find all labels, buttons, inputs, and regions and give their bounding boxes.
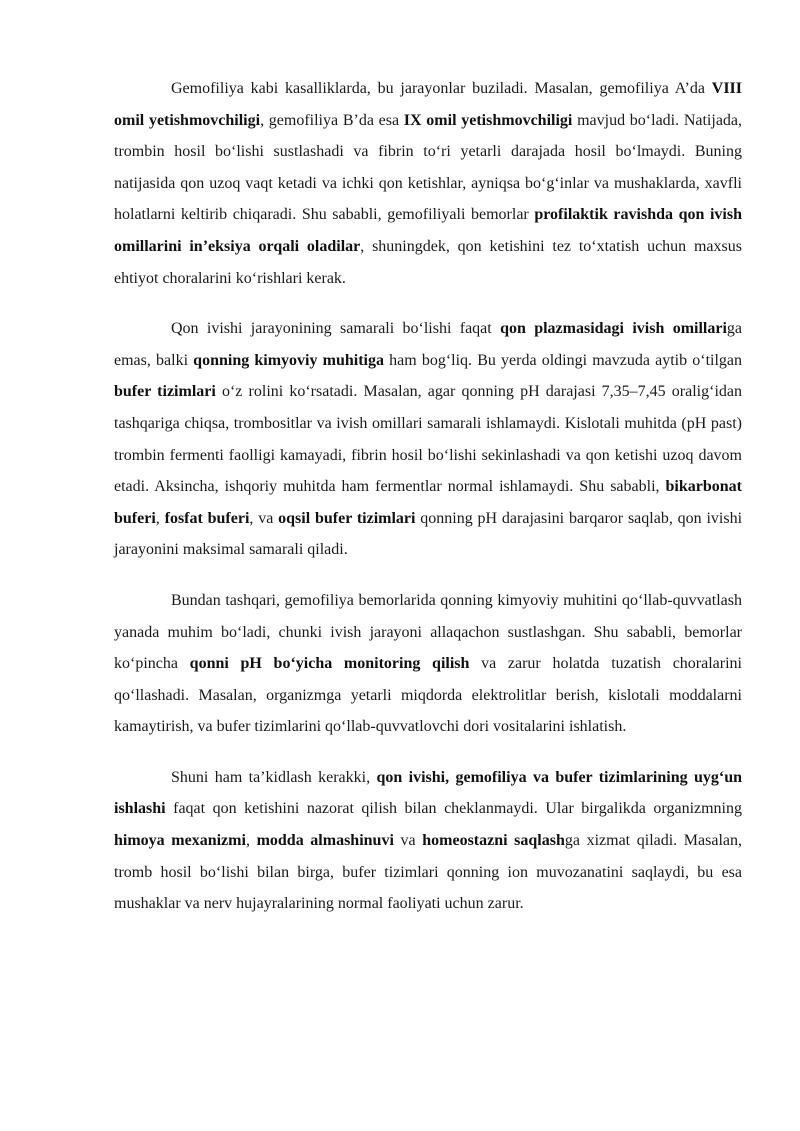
- text-segment: Qon ivishi jarayonining samarali bo‘lishi faqat: [171, 320, 501, 338]
- paragraph-xulosa: [114, 762, 742, 920]
- bold-term-bufer-tizimlari: bufer tizimlari: [114, 383, 216, 401]
- text-segment: Bundan tashqari, gemofiliya bemorlarida qonning kimyoviy muhitini qo‘llab-quvvatlash yanada muhim bo‘ladi, chunki ivish jarayoni allaqachon sustlashgan. Shu sababli, bemorlar ko‘pincha: [114, 591, 742, 673]
- text-segment: ,: [155, 509, 165, 527]
- bold-term-profilaktik: profilaktik ravishda qon ivish omillarini in’eksiya orqali oladilar: [114, 206, 742, 255]
- text-segment: , va: [249, 509, 279, 527]
- text-segment: va zarur holatda tuzatish choralarini qo‘llashadi. Masalan, organizmga yetarli miqdorda elektrolitlar berish, kislotali moddalarni kamaytirish, va bufer tizimlarini qo‘llab-quvvatlovchi dori vositalarini ishlatish.: [114, 655, 742, 736]
- text-segment: , gemofiliya B’da esa: [260, 111, 404, 129]
- text-segment: , shuningdek, qon ketishini tez to‘xtatish uchun maxsus ehtiyot choralarini ko‘rishlari kerak.: [114, 237, 742, 287]
- text-segment: qonning pH darajasini barqaror saqlab, qon ivishi jarayonini maksimal samarali qiladi.: [114, 509, 743, 559]
- text-segment: ham bog‘liq. Bu yerda oldingi mavzuda aytib o‘tilgan: [383, 351, 743, 369]
- text-segment: va: [393, 832, 423, 850]
- bold-term-kimyoviy-muhit: qonning kimyoviy muhitiga: [193, 351, 384, 369]
- text-segment: Gemofiliya kabi kasalliklarda, bu jarayonlar buziladi. Masalan, gemofiliya A’da: [171, 80, 712, 97]
- bold-term-fosfat: fosfat buferi: [164, 509, 250, 527]
- paragraph-gemofiliya-intro: [114, 73, 742, 294]
- document-body: [114, 73, 742, 939]
- bold-term-viii-omil: VIII omil yetishmovchiligi: [114, 80, 742, 129]
- text-segment: ga xizmat qiladi. Masalan, tromb hosil bo‘lishi bilan birga, bufer tizimlari qonning ion muvozanatini saqlaydi, bu esa mushaklar va nerv hujayralarining normal faoliyati uchun zarur.: [114, 832, 743, 913]
- text-segment: ga emas, balki: [114, 320, 743, 369]
- bold-term-uygun-ishlash: qon ivishi, gemofiliya va bufer tizimlarining uyg‘un ishlashi: [114, 768, 743, 818]
- bold-term-ph-monitoring: qonni pH bo‘yicha monitoring qilish: [189, 655, 470, 673]
- bold-term-modda-almashinuvi: modda almashinuvi: [256, 832, 394, 850]
- paragraph-qon-ivishi-bufer: [114, 313, 742, 566]
- paragraph-monitoring: [114, 585, 742, 743]
- bold-term-homeostaz: homeostazni saqlash: [422, 832, 565, 850]
- text-segment: mavjud bo‘ladi. Natijada, trombin hosil bo‘lishi sustlashadi va fibrin to‘ri yetarli darajada hosil bo‘lmaydi. Buning natijasida qon uzoq vaqt ketadi va ichki qon ketishlar, ayniqsa bo‘g‘inlar va mushaklarda, xavfli holatlarni keltirib chiqaradi. Shu sababli, gemofiliyali bemorlar: [114, 111, 743, 224]
- text-segment: o‘z rolini ko‘rsatadi. Masalan, agar qonning pH darajasi 7,35–7,45 oralig‘idan tashqariga chiqsa, trombositlar va ivish omillari samarali ishlamaydi. Kislotali muhitda (pH past) trombin fermenti faolligi kamayadi, fibrin hosil bo‘lishi sekinlashadi va qon ketishi uzoq davom etadi. Aksincha, ishqoriy muhitda ham fermentlar normal ishlamaydi. Shu sababli,: [114, 383, 742, 496]
- bold-term-plazma-omillari: qon plazmasidagi ivish omillari: [500, 320, 727, 338]
- text-segment: faqat qon ketishini nazorat qilish bilan cheklanmaydi. Ular birgalikda organizmning: [165, 800, 742, 818]
- bold-term-bikarbonat: bikarbonat buferi: [114, 478, 742, 527]
- bold-term-oqsil-bufer: oqsil bufer tizimlari: [278, 509, 416, 527]
- bold-term-ix-omil: IX omil yetishmovchiligi: [403, 111, 573, 129]
- text-segment: ,: [245, 832, 257, 850]
- text-segment: Shuni ham ta’kidlash kerakki,: [171, 768, 377, 786]
- bold-term-himoya: himoya mexanizmi: [114, 832, 246, 850]
